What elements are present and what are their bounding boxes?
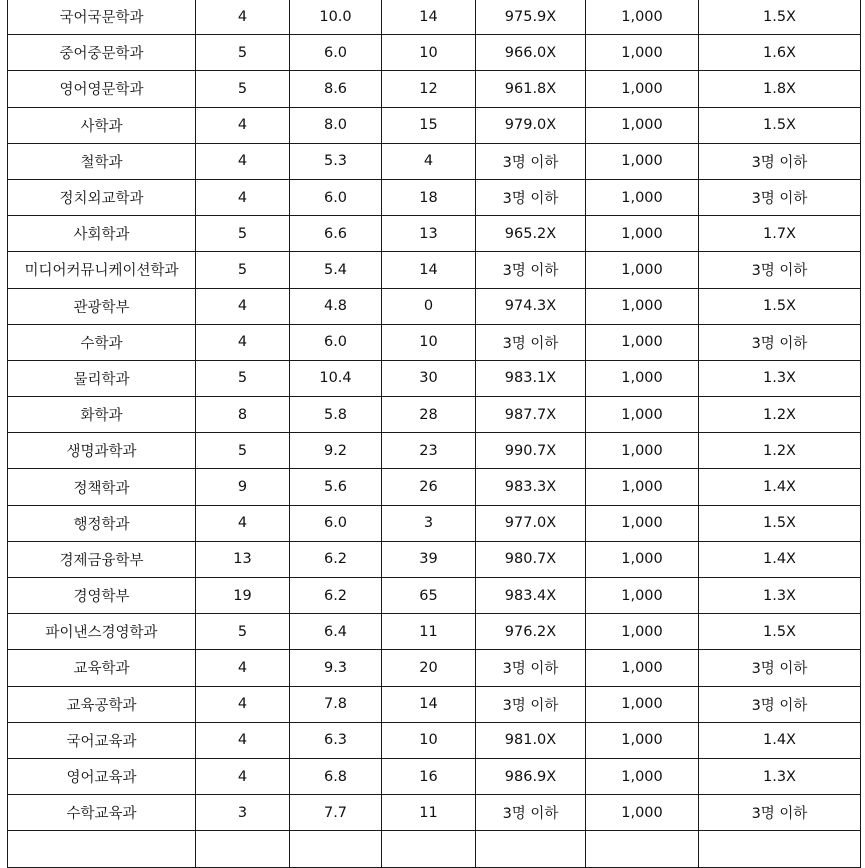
col2-cell: 8	[196, 397, 290, 433]
admissions-table-container	[7, 0, 860, 868]
col4-cell: 28	[382, 397, 476, 433]
col2-cell: 4	[196, 179, 290, 215]
col4-cell: 13	[382, 216, 476, 252]
col3-cell: 5.8	[290, 397, 382, 433]
col2-cell: 4	[196, 107, 290, 143]
col2-cell: 4	[196, 650, 290, 686]
col4-cell: 10	[382, 324, 476, 360]
table-row	[8, 0, 861, 35]
col4-cell: 26	[382, 469, 476, 505]
col5-cell: 981.0X	[476, 722, 586, 758]
col6-cell: 1,000	[586, 107, 699, 143]
col7-cell: 1.2X	[699, 433, 861, 469]
table-row	[8, 397, 861, 433]
col2-cell: 4	[196, 288, 290, 324]
col5-cell: 966.0X	[476, 35, 586, 71]
col6-cell: 1,000	[586, 469, 699, 505]
col2-cell: 9	[196, 469, 290, 505]
col6-cell: 1,000	[586, 35, 699, 71]
col7-cell: 1.3X	[699, 578, 861, 614]
table-row	[8, 758, 861, 794]
col2-cell: 5	[196, 614, 290, 650]
col2-cell: 5	[196, 433, 290, 469]
col3-cell: 6.2	[290, 578, 382, 614]
col7-cell: 1.5X	[699, 505, 861, 541]
col7-cell: 3명 이하	[699, 179, 861, 215]
col2-cell: 4	[196, 324, 290, 360]
col5-cell: 983.4X	[476, 578, 586, 614]
col4-cell: 12	[382, 71, 476, 107]
col6-cell: 1,000	[586, 433, 699, 469]
col3-cell: 6.3	[290, 722, 382, 758]
col3-cell: 5.6	[290, 469, 382, 505]
col3-cell: 6.0	[290, 324, 382, 360]
col7-cell: 1.5X	[699, 614, 861, 650]
col2-cell: 5	[196, 216, 290, 252]
col7-cell: 1.4X	[699, 541, 861, 577]
col5-cell: 974.3X	[476, 288, 586, 324]
department-cell: 생명과학과	[8, 433, 196, 469]
col2-cell: 5	[196, 35, 290, 71]
table-row	[8, 35, 861, 71]
col5-cell: 976.2X	[476, 614, 586, 650]
table-row	[8, 541, 861, 577]
table-row	[8, 179, 861, 215]
col5-cell: 980.7X	[476, 541, 586, 577]
department-cell: 영어영문학과	[8, 71, 196, 107]
col7-cell: 1.6X	[699, 35, 861, 71]
col2-cell: 5	[196, 71, 290, 107]
col2-cell: 19	[196, 578, 290, 614]
department-cell: 국어국문학과	[8, 0, 196, 35]
col3-cell: 5.3	[290, 143, 382, 179]
department-cell: 교육학과	[8, 650, 196, 686]
col7-cell: 1.7X	[699, 216, 861, 252]
col7-cell: 1.4X	[699, 722, 861, 758]
col5-cell: 977.0X	[476, 505, 586, 541]
col2-cell: 4	[196, 686, 290, 722]
col2-cell: 4	[196, 505, 290, 541]
department-cell: 행정학과	[8, 505, 196, 541]
col3-cell: 8.0	[290, 107, 382, 143]
department-cell: 경제금융학부	[8, 541, 196, 577]
col4-cell: 39	[382, 541, 476, 577]
col5-cell: 961.8X	[476, 71, 586, 107]
department-cell: 영어교육과	[8, 758, 196, 794]
col2-cell: 5	[196, 360, 290, 396]
col4-cell: 10	[382, 35, 476, 71]
col7-cell: 3명 이하	[699, 795, 861, 831]
col2-cell: 13	[196, 541, 290, 577]
col6-cell: 1,000	[586, 578, 699, 614]
col5-cell: 990.7X	[476, 433, 586, 469]
col5-cell: 975.9X	[476, 0, 586, 35]
col3-cell: 6.0	[290, 505, 382, 541]
col5-cell: 3명 이하	[476, 143, 586, 179]
table-row	[8, 324, 861, 360]
col4-cell: 10	[382, 722, 476, 758]
table-row	[8, 795, 861, 831]
col7-cell: 3명 이하	[699, 143, 861, 179]
col3-cell: 9.2	[290, 433, 382, 469]
col4-cell: 14	[382, 0, 476, 35]
col4-cell: 4	[382, 143, 476, 179]
col6-cell: 1,000	[586, 252, 699, 288]
col5-cell: 3명 이하	[476, 324, 586, 360]
table-row	[8, 469, 861, 505]
department-cell: 화학과	[8, 397, 196, 433]
table-row	[8, 578, 861, 614]
col7-cell: 1.5X	[699, 288, 861, 324]
table-row	[8, 107, 861, 143]
col4-cell: 15	[382, 107, 476, 143]
col4-cell: 11	[382, 795, 476, 831]
col6-cell: 1,000	[586, 0, 699, 35]
col7-cell: 3명 이하	[699, 650, 861, 686]
department-cell: 관광학부	[8, 288, 196, 324]
table-row	[8, 71, 861, 107]
col3-cell: 6.6	[290, 216, 382, 252]
col7-cell: 3명 이하	[699, 252, 861, 288]
department-cell: 경영학부	[8, 578, 196, 614]
admissions-table	[7, 0, 861, 868]
col5-cell: 983.3X	[476, 469, 586, 505]
department-cell: 국어교육과	[8, 722, 196, 758]
col4-cell: 16	[382, 758, 476, 794]
col2-cell: 4	[196, 758, 290, 794]
col7-cell: 1.5X	[699, 0, 861, 35]
department-cell: 정책학과	[8, 469, 196, 505]
col3-cell: 4.8	[290, 288, 382, 324]
col4-cell: 0	[382, 288, 476, 324]
col6-cell: 1,000	[586, 71, 699, 107]
col5-cell: 979.0X	[476, 107, 586, 143]
col4-cell: 30	[382, 360, 476, 396]
department-cell: 중어중문학과	[8, 35, 196, 71]
table-row	[8, 360, 861, 396]
col4-cell: 65	[382, 578, 476, 614]
col3-cell: 10.4	[290, 360, 382, 396]
col3-cell: 9.3	[290, 650, 382, 686]
col3-cell: 5.4	[290, 252, 382, 288]
table-body	[8, 0, 861, 867]
col6-cell: 1,000	[586, 541, 699, 577]
table-row	[8, 433, 861, 469]
col5-cell: 983.1X	[476, 360, 586, 396]
col5-cell: 965.2X	[476, 216, 586, 252]
department-cell: 사학과	[8, 107, 196, 143]
col7-cell: 1.3X	[699, 758, 861, 794]
col4-cell: 14	[382, 686, 476, 722]
col6-cell: 1,000	[586, 686, 699, 722]
table-row	[8, 686, 861, 722]
col5-cell: 3명 이하	[476, 686, 586, 722]
department-cell: 사회학과	[8, 216, 196, 252]
col5-cell: 3명 이하	[476, 795, 586, 831]
col6-cell: 1,000	[586, 795, 699, 831]
col5-cell: 986.9X	[476, 758, 586, 794]
col3-cell: 7.8	[290, 686, 382, 722]
col4-cell: 18	[382, 179, 476, 215]
col3-cell: 6.0	[290, 179, 382, 215]
col3-cell: 6.8	[290, 758, 382, 794]
col2-cell: 4	[196, 722, 290, 758]
col4-cell: 23	[382, 433, 476, 469]
col4-cell: 3	[382, 505, 476, 541]
col7-cell: 3명 이하	[699, 686, 861, 722]
col6-cell: 1,000	[586, 397, 699, 433]
table-row	[8, 614, 861, 650]
col3-cell: 6.2	[290, 541, 382, 577]
col5-cell: 3명 이하	[476, 179, 586, 215]
col6-cell: 1,000	[586, 758, 699, 794]
col7-cell: 1.4X	[699, 469, 861, 505]
col7-cell: 1.5X	[699, 107, 861, 143]
department-cell: 교육공학과	[8, 686, 196, 722]
col6-cell: 1,000	[586, 505, 699, 541]
department-cell: 수학과	[8, 324, 196, 360]
col7-cell: 1.8X	[699, 71, 861, 107]
col2-cell: 5	[196, 252, 290, 288]
table-row	[8, 505, 861, 541]
department-cell: 미디어커뮤니케이션학과	[8, 252, 196, 288]
table-row	[8, 722, 861, 758]
col6-cell: 1,000	[586, 360, 699, 396]
col7-cell: 1.2X	[699, 397, 861, 433]
col6-cell: 1,000	[586, 288, 699, 324]
col2-cell: 3	[196, 795, 290, 831]
col4-cell: 14	[382, 252, 476, 288]
col5-cell: 987.7X	[476, 397, 586, 433]
department-cell: 파이낸스경영학과	[8, 614, 196, 650]
col6-cell: 1,000	[586, 179, 699, 215]
col3-cell: 6.4	[290, 614, 382, 650]
col5-cell: 3명 이하	[476, 650, 586, 686]
col2-cell: 4	[196, 143, 290, 179]
table-row	[8, 288, 861, 324]
col5-cell: 3명 이하	[476, 252, 586, 288]
col3-cell: 8.6	[290, 71, 382, 107]
department-cell: 정치외교학과	[8, 179, 196, 215]
department-cell: 물리학과	[8, 360, 196, 396]
department-cell: 수학교육과	[8, 795, 196, 831]
department-cell: 철학과	[8, 143, 196, 179]
col2-cell: 4	[196, 0, 290, 35]
table-row	[8, 216, 861, 252]
col3-cell: 10.0	[290, 0, 382, 35]
col6-cell: 1,000	[586, 650, 699, 686]
col3-cell: 6.0	[290, 35, 382, 71]
col6-cell: 1,000	[586, 216, 699, 252]
col6-cell: 1,000	[586, 324, 699, 360]
col7-cell: 3명 이하	[699, 324, 861, 360]
col6-cell: 1,000	[586, 614, 699, 650]
col7-cell: 1.3X	[699, 360, 861, 396]
col4-cell: 11	[382, 614, 476, 650]
col4-cell: 20	[382, 650, 476, 686]
col3-cell: 7.7	[290, 795, 382, 831]
table-row	[8, 650, 861, 686]
table-row	[8, 252, 861, 288]
col6-cell: 1,000	[586, 722, 699, 758]
col6-cell: 1,000	[586, 143, 699, 179]
table-row	[8, 143, 861, 179]
